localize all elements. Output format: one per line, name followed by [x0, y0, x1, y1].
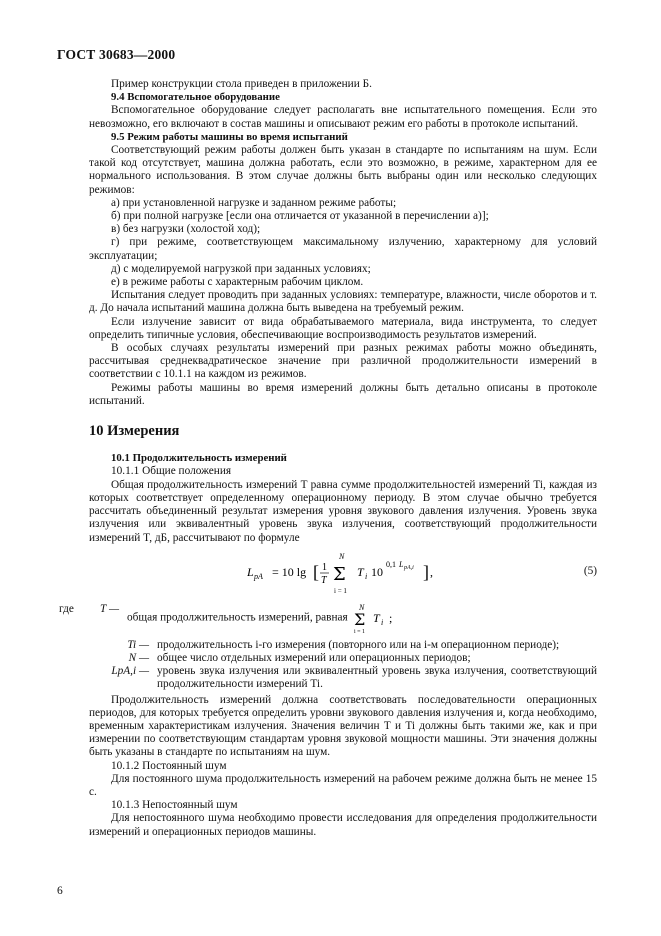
- formula-explanation: [59, 602, 597, 692]
- bracket-right: ]: [423, 561, 429, 582]
- paragraph: Продолжительность измерений должна соответствовать последовательности операционных периодов, для которых требуется определить уровни звукового давления излучения и, когда необходимо, временным характеристикам излучения. Значения величин T и Ti должны быть такими же, как и при измерении по соответствующим стандартам уровня звуковой мощности машины. Эти значения должны быть указаны в стандарте по испытаниям на шум.: [89, 693, 597, 759]
- paragraph: Для непостоянного шума необходимо провести исследования для определения продолжительности измерений и операционных периодов машины.: [89, 812, 597, 838]
- where-row-N: [89, 652, 597, 665]
- where-row-T: [59, 603, 597, 633]
- section-heading-9-5: 9.5 Режим работы машины во время испытаний: [111, 130, 348, 143]
- sum-term-T: T: [372, 610, 380, 625]
- sum-sign-2: Σ: [353, 609, 365, 629]
- list-item: д) с моделируемой нагрузкой при заданных условиях;: [111, 262, 371, 275]
- frac-den: T: [321, 574, 327, 586]
- where-symbol-T: T —: [100, 602, 119, 615]
- formula-graphic: [247, 549, 467, 597]
- formula-lhs: L: [247, 564, 254, 579]
- formula-number: (5): [583, 564, 597, 577]
- list-item: а) при установленной нагрузке и заданном режиме работы;: [111, 196, 397, 209]
- section-heading-9-4: 9.4 Вспомогательное оборудование: [111, 91, 280, 104]
- where-desc-Ti: продолжительность i-го измерения (повторного или на i-м операционном периоде);: [157, 638, 560, 651]
- where-desc-L: уровень звука излучения или эквивалентный уровень звука излучения, соответствующий продолжительности измерений Ti.: [157, 665, 597, 691]
- where-symbol-Ti: Ti —: [127, 638, 149, 651]
- sum-top: N: [339, 551, 345, 561]
- where-desc-N: общее число отдельных измерений или операционных периодов;: [157, 651, 471, 664]
- where-row-L: [89, 665, 597, 691]
- section-heading-10-1-3: 10.1.3 Непостоянный шум: [111, 799, 238, 812]
- paragraph: Если излучение зависит от вида обрабатываемого материала, вида инструмента, то следует определить типичные условия, обеспечивающие воспроизводимость результатов измерений.: [89, 315, 597, 341]
- formula-rhs-prefix: = 10 lg: [272, 564, 307, 579]
- formula-5: [89, 549, 597, 597]
- paragraph: Для постоянного шума продолжительность измерений на рабочем режиме должна быть не менее 15 с.: [89, 772, 597, 798]
- bracket-left: [: [313, 561, 319, 582]
- frac-num: 1: [322, 561, 327, 573]
- where-desc-T: общая продолжительность измерений, равная: [127, 611, 348, 624]
- page-number: 6: [57, 885, 63, 897]
- term-T-sub: i: [365, 571, 368, 581]
- sum-graphic: [351, 603, 411, 633]
- list-item: г) при режиме, соответствующем максимальному излучению, характерному для условий эксплуатации;: [89, 236, 597, 262]
- sum-bottom: i = 1: [334, 586, 347, 595]
- section-heading-10: 10 Измерения: [89, 423, 180, 440]
- sum-term-sub: i: [380, 617, 383, 627]
- document-header: ГОСТ 30683—2000: [57, 47, 176, 62]
- paragraph: Испытания следует проводить при заданных условиях: температуре, влажности, числе оборотов и т. д. До начала испытаний машина должна быть выведена на требуемый режим.: [89, 289, 597, 315]
- formula-comma: ,: [430, 564, 433, 579]
- paragraph: Пример конструкции стола приведен в приложении Б.: [111, 78, 372, 90]
- term-10: 10: [371, 564, 383, 579]
- sum-sign: Σ: [333, 563, 346, 585]
- document-body: [59, 78, 597, 839]
- section-heading-10-1-1: 10.1.1 Общие положения: [111, 465, 232, 478]
- exp-L-sub: pA,i: [404, 564, 414, 571]
- where-lead: где: [59, 602, 74, 615]
- paragraph: Режимы работы машины во время измерений должны быть детально описаны в протоколе испытаний.: [89, 381, 597, 407]
- term-T: T: [357, 564, 364, 579]
- list-item: е) в режиме работы с характерным рабочим циклом.: [111, 276, 364, 289]
- formula-lhs-sub: pA: [254, 571, 263, 581]
- paragraph: Общая продолжительность измерений T равна сумме продолжительностей измерений Ti, каждая из которых соответствует определенному операционному периоду. В этом случае обычно требуется рассчитать объединенный результат измерения уровня звукового давления излучения. Уровень звука излучения или эквивалентный уровень звука излучения, соответствующий продолжительности измерений T, дБ, рассчитывают по формуле: [89, 478, 597, 544]
- section-heading-10-1-2: 10.1.2 Постоянный шум: [111, 759, 227, 772]
- exp-L: L: [399, 559, 404, 569]
- sum-bottom-2: i = 1: [353, 628, 365, 633]
- where-row-Ti: [89, 639, 597, 652]
- where-symbol-N: N —: [128, 651, 149, 664]
- paragraph: Соответствующий режим работы должен быть указан в стандарте по испытаниям на шум. Если такой код отсутствует, машина должна работать, если это возможно, в режиме, характерном для ее нормального использования. В этом случае должны быть выбраны один или несколько следующих режимов:: [89, 144, 597, 196]
- list-item: б) при полной нагрузке [если она отличается от указанной в перечислении а)];: [111, 210, 489, 223]
- sum-top-2: N: [358, 602, 364, 612]
- list-item: в) без нагрузки (холостой ход);: [111, 223, 261, 236]
- section-heading-10-1: 10.1 Продолжительность измерений: [111, 452, 287, 465]
- sum-semicolon: ;: [388, 610, 392, 625]
- paragraph: В особых случаях результаты измерений при разных режимах работы можно объединять, рассчитывая среднеквадратическое значение при различной продолжительности измерений в соответствии с 10.1.1 на каждом из режимов.: [89, 342, 597, 381]
- exp-coef: 0,1: [386, 559, 396, 569]
- paragraph: Вспомогательное оборудование следует располагать вне испытательного помещения. Если это невозможно, его включают в состав машины и описывают режим его работы в протоколе испытаний.: [89, 104, 597, 130]
- where-symbol-L: LpA,i —: [111, 665, 149, 678]
